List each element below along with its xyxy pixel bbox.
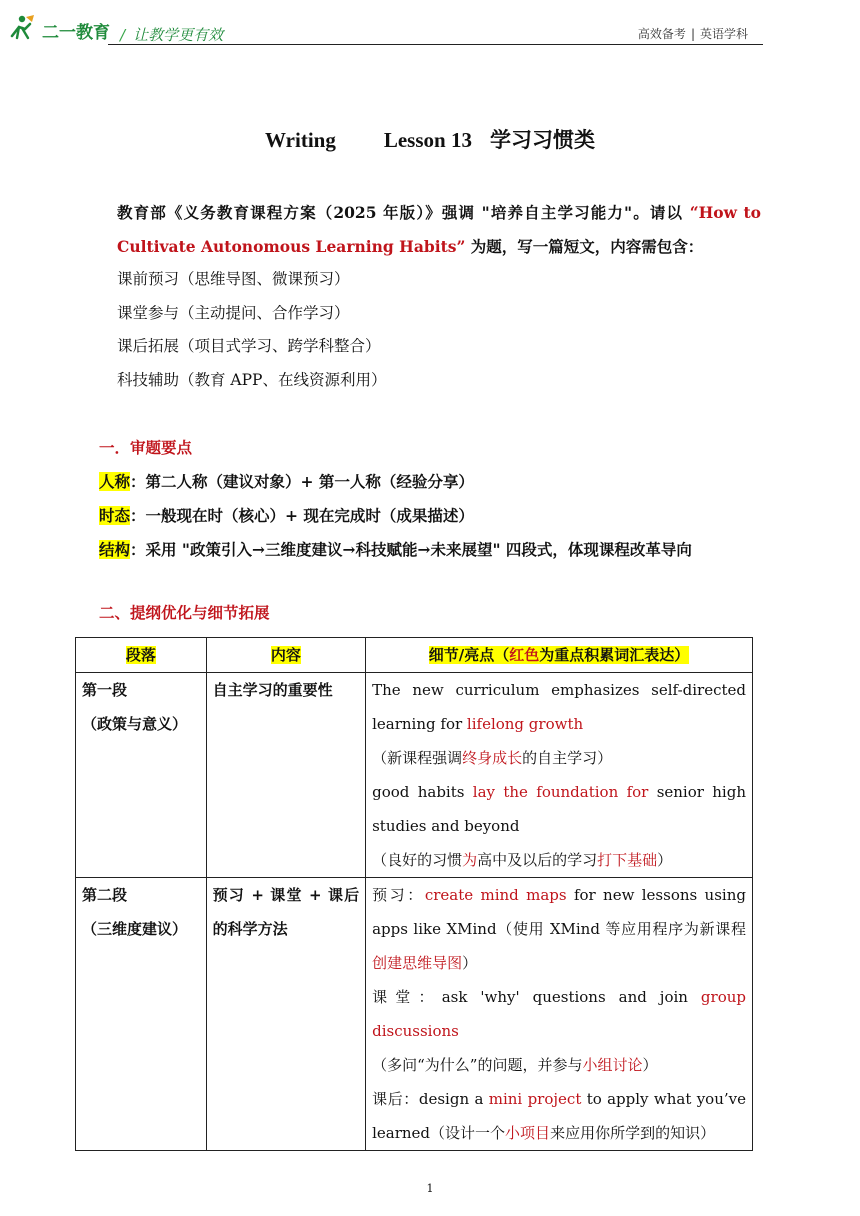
highlight-label: 人称	[99, 472, 131, 491]
header-slogan: / 让教学更有效	[120, 26, 224, 44]
task-point: 课堂参与（主动提问、合作学习）	[117, 303, 350, 322]
page-number: 1	[426, 1182, 434, 1195]
highlight-label: 时态	[99, 506, 131, 525]
task-description: 教育部《义务教育课程方案（2025 年版）》强调 "培养自主学习能力"。请以 “How to Cultivate Autonomous Learning Habits” 为题，写一篇短文，内容需包含： 课前预习（思维导图、微课预习） 课堂参与（主动提问、合作学习） 课后拓展（项目式学习、跨学科整合） 科技辅助（教育 APP、在线资源利用）	[99, 196, 761, 397]
paragraph-cell: 第二段 （三维度建议）	[76, 878, 207, 1151]
page-title: Writing Lesson 13 学习习惯类	[265, 128, 595, 152]
page-header	[0, 0, 860, 50]
logo-runner-icon	[8, 14, 118, 44]
analysis-section: 一．审题要点 人称：第二人称（建议对象）+ 第一人称（经验分享） 时态：一般现在时（核心）+ 现在完成时（成果描述） 结构：采用 "政策引入→三维度建议→科技赋能→未来展望" 四段式，体现课程改革导向	[99, 431, 761, 567]
task-point: 科技辅助（教育 APP、在线资源利用）	[117, 370, 387, 389]
highlight-label: 结构	[99, 540, 131, 559]
logo-brand-text: 二一教育	[42, 23, 110, 43]
table-header-row	[76, 638, 753, 673]
column-header: 内容	[270, 646, 301, 664]
header-divider	[108, 44, 763, 45]
section-heading: 一．审题要点	[99, 438, 193, 457]
header-subject: 高效备考 | 英语学科	[637, 27, 748, 41]
task-point: 课后拓展（项目式学习、跨学科整合）	[117, 337, 381, 355]
table-row	[76, 878, 753, 1151]
content-cell: 预习 + 课堂 + 课后的科学方法	[206, 878, 365, 1151]
section-heading: 二、提纲优化与细节拓展	[99, 603, 270, 622]
outline-table	[75, 637, 753, 1151]
task-point: 课前预习（思维导图、微课预习）	[117, 270, 350, 288]
column-header: 段落	[125, 646, 156, 664]
detail-cell: 预习：create mind maps for new lessons using apps like XMind（使用 XMind 等应用程序为新课程创建思维导图） 课堂：ask 'why' questions and join group discussions （多问“为什么”的问题，并参与小组讨论） 课后：design a mini project to apply what you’ve learned（设计一个小项目来应用你所学到的知识）	[366, 878, 753, 1151]
paragraph-cell: 第一段 （政策与意义）	[76, 673, 207, 878]
content-cell: 自主学习的重要性	[206, 673, 365, 878]
column-header: 细节/亮点（红色为重点积累词汇表达）	[428, 646, 690, 664]
table-row	[76, 673, 753, 878]
detail-cell: The new curriculum emphasizes self-directed learning for lifelong growth （新课程强调终身成长的自主学习） good habits lay the foundation for senior high studies and beyond （良好的习惯为高中及以后的学习打下基础）	[366, 673, 753, 878]
